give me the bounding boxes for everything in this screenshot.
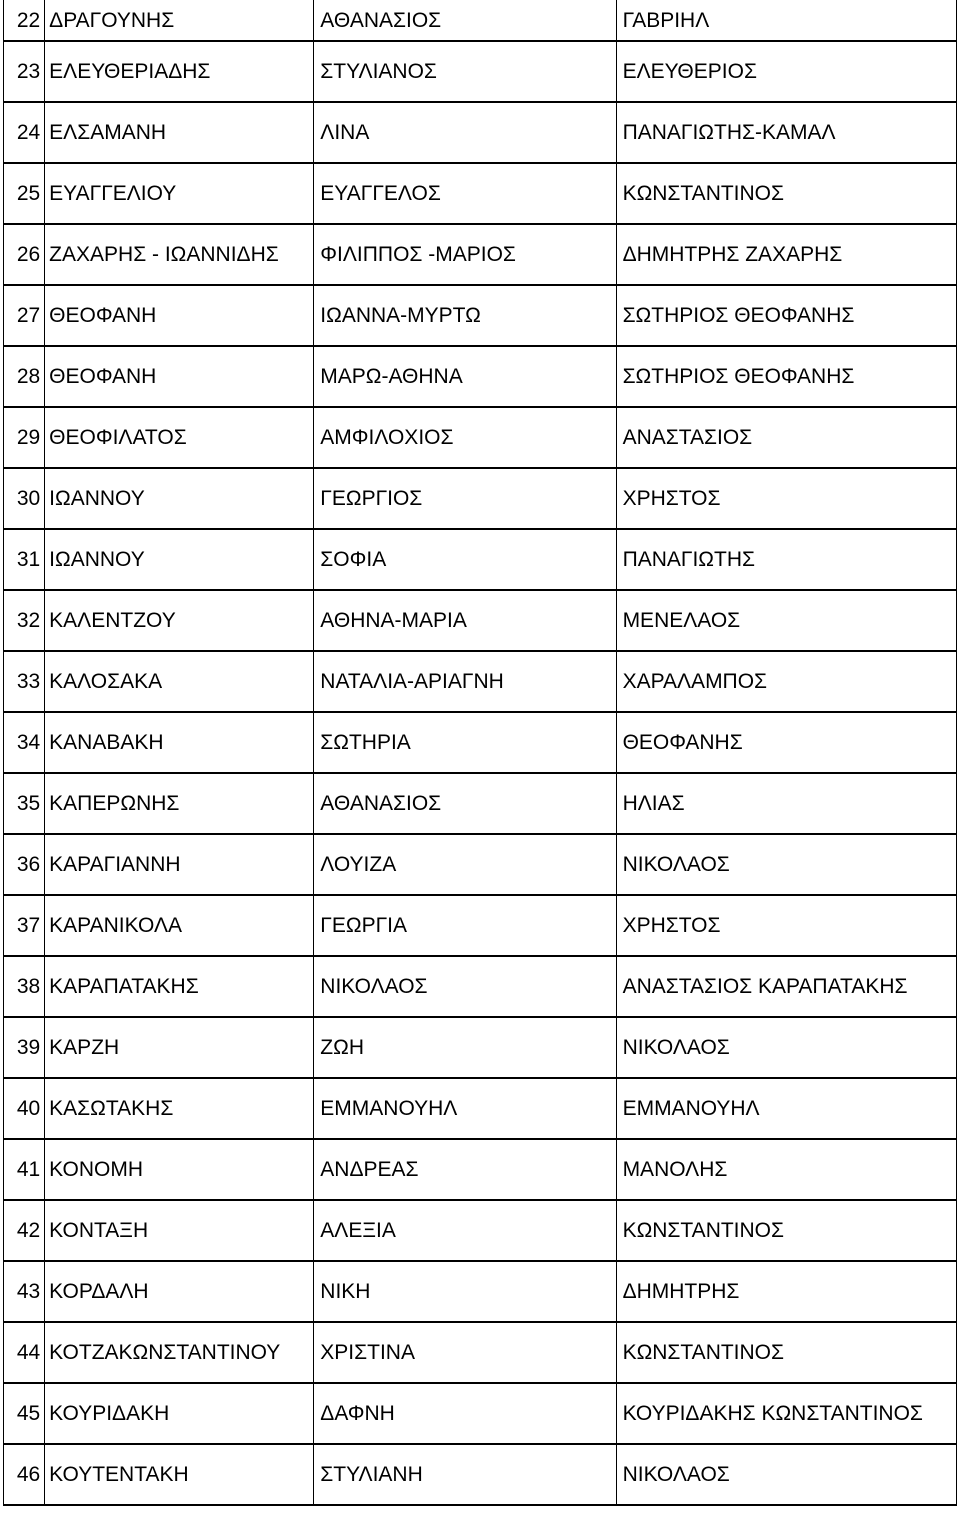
row-number-cell bbox=[4, 956, 45, 1017]
row-number: 38 bbox=[16, 975, 41, 998]
first-name-cell: ΑΘΑΝΑΣΙΟΣ bbox=[314, 0, 616, 41]
table-row bbox=[4, 712, 957, 773]
father-name-cell: ΑΝΑΣΤΑΣΙΟΣ ΚΑΡΑΠΑΤΑΚΗΣ bbox=[616, 956, 956, 1017]
table-row bbox=[4, 773, 957, 834]
father-name-cell: ΣΩΤΗΡΙΟΣ ΘΕΟΦΑΝΗΣ bbox=[616, 285, 956, 346]
row-number-cell bbox=[4, 163, 45, 224]
document-page bbox=[3, 0, 957, 1506]
father-name-cell: ΕΛΕΥΘΕΡΙΟΣ bbox=[616, 41, 956, 102]
surname-cell: ΚΑΡΑΠΑΤΑΚΗΣ bbox=[45, 956, 314, 1017]
table-row bbox=[4, 1383, 957, 1444]
surname-cell: ΘΕΟΦΑΝΗ bbox=[45, 285, 314, 346]
surname-cell: ΖΑΧΑΡΗΣ - ΙΩΑΝΝΙΔΗΣ bbox=[45, 224, 314, 285]
row-number: 25 bbox=[16, 182, 41, 205]
first-name-cell: ΑΝΔΡΕΑΣ bbox=[314, 1139, 616, 1200]
row-number: 29 bbox=[16, 426, 41, 449]
row-number-cell bbox=[4, 834, 45, 895]
row-number-cell bbox=[4, 0, 45, 41]
table-row bbox=[4, 1078, 957, 1139]
father-name-cell: ΠΑΝΑΓΙΩΤΗΣ-ΚΑΜΑΛ bbox=[616, 102, 956, 163]
father-name-cell: ΔΗΜΗΤΡΗΣ ΖΑΧΑΡΗΣ bbox=[616, 224, 956, 285]
father-name-cell: ΧΑΡΑΛΑΜΠΟΣ bbox=[616, 651, 956, 712]
surname-cell: ΔΡΑΓΟΥΝΗΣ bbox=[45, 0, 314, 41]
table-row bbox=[4, 1017, 957, 1078]
row-number: 44 bbox=[16, 1341, 41, 1364]
first-name-cell: ΧΡΙΣΤΙΝΑ bbox=[314, 1322, 616, 1383]
table-row bbox=[4, 529, 957, 590]
surname-cell: ΚΑΛΕΝΤΖΟΥ bbox=[45, 590, 314, 651]
father-name-cell: ΔΗΜΗΤΡΗΣ bbox=[616, 1261, 956, 1322]
row-number-cell bbox=[4, 773, 45, 834]
surname-cell: ΚΟΡΔΑΛΗ bbox=[45, 1261, 314, 1322]
father-name-cell: ΝΙΚΟΛΑΟΣ bbox=[616, 834, 956, 895]
father-name-cell: ΝΙΚΟΛΑΟΣ bbox=[616, 1017, 956, 1078]
first-name-cell: ΣΩΤΗΡΙΑ bbox=[314, 712, 616, 773]
table-row bbox=[4, 1261, 957, 1322]
row-number-cell bbox=[4, 224, 45, 285]
row-number-cell bbox=[4, 1383, 45, 1444]
father-name-cell: ΘΕΟΦΑΝΗΣ bbox=[616, 712, 956, 773]
row-number: 22 bbox=[16, 8, 41, 32]
row-number: 32 bbox=[16, 609, 41, 632]
row-number: 46 bbox=[16, 1463, 41, 1486]
names-table bbox=[3, 0, 957, 1506]
table-row bbox=[4, 895, 957, 956]
row-number-cell bbox=[4, 1444, 45, 1505]
row-number-cell bbox=[4, 1261, 45, 1322]
row-number: 36 bbox=[16, 853, 41, 876]
surname-cell: ΚΑΠΕΡΩΝΗΣ bbox=[45, 773, 314, 834]
first-name-cell: ΝΙΚΗ bbox=[314, 1261, 616, 1322]
surname-cell: ΙΩΑΝΝΟΥ bbox=[45, 468, 314, 529]
table-row bbox=[4, 468, 957, 529]
row-number: 27 bbox=[16, 304, 41, 327]
father-name-cell: ΗΛΙΑΣ bbox=[616, 773, 956, 834]
row-number-cell bbox=[4, 1017, 45, 1078]
first-name-cell: ΣΤΥΛΙΑΝΗ bbox=[314, 1444, 616, 1505]
surname-cell: ΚΑΡΖΗ bbox=[45, 1017, 314, 1078]
first-name-cell: ΓΕΩΡΓΙΟΣ bbox=[314, 468, 616, 529]
father-name-cell: ΚΩΝΣΤΑΝΤΙΝΟΣ bbox=[616, 163, 956, 224]
row-number: 41 bbox=[16, 1158, 41, 1181]
table-row bbox=[4, 1322, 957, 1383]
first-name-cell: ΑΜΦΙΛΟΧΙΟΣ bbox=[314, 407, 616, 468]
table-row bbox=[4, 224, 957, 285]
surname-cell: ΕΛΕΥΘΕΡΙΑΔΗΣ bbox=[45, 41, 314, 102]
table-row bbox=[4, 0, 957, 41]
row-number: 45 bbox=[16, 1402, 41, 1425]
father-name-cell: ΚΩΝΣΤΑΝΤΙΝΟΣ bbox=[616, 1200, 956, 1261]
row-number-cell bbox=[4, 468, 45, 529]
first-name-cell: ΦΙΛΙΠΠΟΣ -ΜΑΡΙΟΣ bbox=[314, 224, 616, 285]
row-number: 31 bbox=[16, 548, 41, 571]
first-name-cell: ΛΙΝΑ bbox=[314, 102, 616, 163]
first-name-cell: ΖΩΗ bbox=[314, 1017, 616, 1078]
row-number: 33 bbox=[16, 670, 41, 693]
row-number: 43 bbox=[16, 1280, 41, 1303]
father-name-cell: ΠΑΝΑΓΙΩΤΗΣ bbox=[616, 529, 956, 590]
row-number-cell bbox=[4, 346, 45, 407]
first-name-cell: ΣΤΥΛΙΑΝΟΣ bbox=[314, 41, 616, 102]
row-number-cell bbox=[4, 1322, 45, 1383]
first-name-cell: ΝΙΚΟΛΑΟΣ bbox=[314, 956, 616, 1017]
first-name-cell: ΔΑΦΝΗ bbox=[314, 1383, 616, 1444]
table-row bbox=[4, 407, 957, 468]
table-row bbox=[4, 41, 957, 102]
first-name-cell: ΜΑΡΩ-ΑΘΗΝΑ bbox=[314, 346, 616, 407]
table-row bbox=[4, 651, 957, 712]
table-row bbox=[4, 1200, 957, 1261]
row-number: 42 bbox=[16, 1219, 41, 1242]
row-number-cell bbox=[4, 285, 45, 346]
row-number-cell bbox=[4, 1200, 45, 1261]
row-number: 39 bbox=[16, 1036, 41, 1059]
father-name-cell: ΕΜΜΑΝΟΥΗΛ bbox=[616, 1078, 956, 1139]
row-number: 37 bbox=[16, 914, 41, 937]
surname-cell: ΚΟΤΖΑΚΩΝΣΤΑΝΤΙΝΟΥ bbox=[45, 1322, 314, 1383]
surname-cell: ΕΛΣΑΜΑΝΗ bbox=[45, 102, 314, 163]
row-number: 35 bbox=[16, 792, 41, 815]
father-name-cell: ΓΑΒΡΙΗΛ bbox=[616, 0, 956, 41]
surname-cell: ΕΥΑΓΓΕΛΙΟΥ bbox=[45, 163, 314, 224]
father-name-cell: ΑΝΑΣΤΑΣΙΟΣ bbox=[616, 407, 956, 468]
row-number-cell bbox=[4, 712, 45, 773]
row-number-cell bbox=[4, 41, 45, 102]
row-number-cell bbox=[4, 102, 45, 163]
surname-cell: ΚΟΝΟΜΗ bbox=[45, 1139, 314, 1200]
surname-cell: ΚΑΣΩΤΑΚΗΣ bbox=[45, 1078, 314, 1139]
father-name-cell: ΧΡΗΣΤΟΣ bbox=[616, 895, 956, 956]
father-name-cell: ΣΩΤΗΡΙΟΣ ΘΕΟΦΑΝΗΣ bbox=[616, 346, 956, 407]
surname-cell: ΘΕΟΦΙΛΑΤΟΣ bbox=[45, 407, 314, 468]
surname-cell: ΚΑΡΑΝΙΚΟΛΑ bbox=[45, 895, 314, 956]
table-row bbox=[4, 1444, 957, 1505]
row-number: 40 bbox=[16, 1097, 41, 1120]
surname-cell: ΚΟΥΤΕΝΤΑΚΗ bbox=[45, 1444, 314, 1505]
table-row bbox=[4, 956, 957, 1017]
surname-cell: ΚΟΥΡΙΔΑΚΗ bbox=[45, 1383, 314, 1444]
row-number-cell bbox=[4, 1078, 45, 1139]
surname-cell: ΘΕΟΦΑΝΗ bbox=[45, 346, 314, 407]
row-number-cell bbox=[4, 407, 45, 468]
father-name-cell: ΚΩΝΣΤΑΝΤΙΝΟΣ bbox=[616, 1322, 956, 1383]
first-name-cell: ΝΑΤΑΛΙΑ-ΑΡΙΑΓΝΗ bbox=[314, 651, 616, 712]
father-name-cell: ΜΑΝΟΛΗΣ bbox=[616, 1139, 956, 1200]
first-name-cell: ΑΛΕΞΙΑ bbox=[314, 1200, 616, 1261]
surname-cell: ΚΑΛΟΣΑΚΑ bbox=[45, 651, 314, 712]
father-name-cell: ΜΕΝΕΛΑΟΣ bbox=[616, 590, 956, 651]
first-name-cell: ΛΟΥΙΖΑ bbox=[314, 834, 616, 895]
table-row bbox=[4, 102, 957, 163]
surname-cell: ΚΑΡΑΓΙΑΝΝΗ bbox=[45, 834, 314, 895]
first-name-cell: ΣΟΦΙΑ bbox=[314, 529, 616, 590]
row-number-cell bbox=[4, 895, 45, 956]
first-name-cell: ΕΥΑΓΓΕΛΟΣ bbox=[314, 163, 616, 224]
row-number: 24 bbox=[16, 121, 41, 144]
surname-cell: ΙΩΑΝΝΟΥ bbox=[45, 529, 314, 590]
row-number: 30 bbox=[16, 487, 41, 510]
names-table-body bbox=[4, 0, 957, 1505]
first-name-cell: ΕΜΜΑΝΟΥΗΛ bbox=[314, 1078, 616, 1139]
row-number-cell bbox=[4, 1139, 45, 1200]
row-number-cell bbox=[4, 651, 45, 712]
first-name-cell: ΓΕΩΡΓΙΑ bbox=[314, 895, 616, 956]
first-name-cell: ΑΘΗΝΑ-ΜΑΡΙΑ bbox=[314, 590, 616, 651]
table-row bbox=[4, 1139, 957, 1200]
table-row bbox=[4, 346, 957, 407]
row-number: 28 bbox=[16, 365, 41, 388]
surname-cell: ΚΟΝΤΑΞΗ bbox=[45, 1200, 314, 1261]
father-name-cell: ΝΙΚΟΛΑΟΣ bbox=[616, 1444, 956, 1505]
table-row bbox=[4, 285, 957, 346]
first-name-cell: ΙΩΑΝΝΑ-ΜΥΡΤΩ bbox=[314, 285, 616, 346]
father-name-cell: ΧΡΗΣΤΟΣ bbox=[616, 468, 956, 529]
surname-cell: ΚΑΝΑΒΑΚΗ bbox=[45, 712, 314, 773]
table-row bbox=[4, 834, 957, 895]
father-name-cell: ΚΟΥΡΙΔΑΚΗΣ ΚΩΝΣΤΑΝΤΙΝΟΣ bbox=[616, 1383, 956, 1444]
row-number: 34 bbox=[16, 731, 41, 754]
row-number: 23 bbox=[16, 60, 41, 83]
first-name-cell: ΑΘΑΝΑΣΙΟΣ bbox=[314, 773, 616, 834]
row-number: 26 bbox=[16, 243, 41, 266]
table-row bbox=[4, 590, 957, 651]
table-row bbox=[4, 163, 957, 224]
row-number-cell bbox=[4, 590, 45, 651]
row-number-cell bbox=[4, 529, 45, 590]
